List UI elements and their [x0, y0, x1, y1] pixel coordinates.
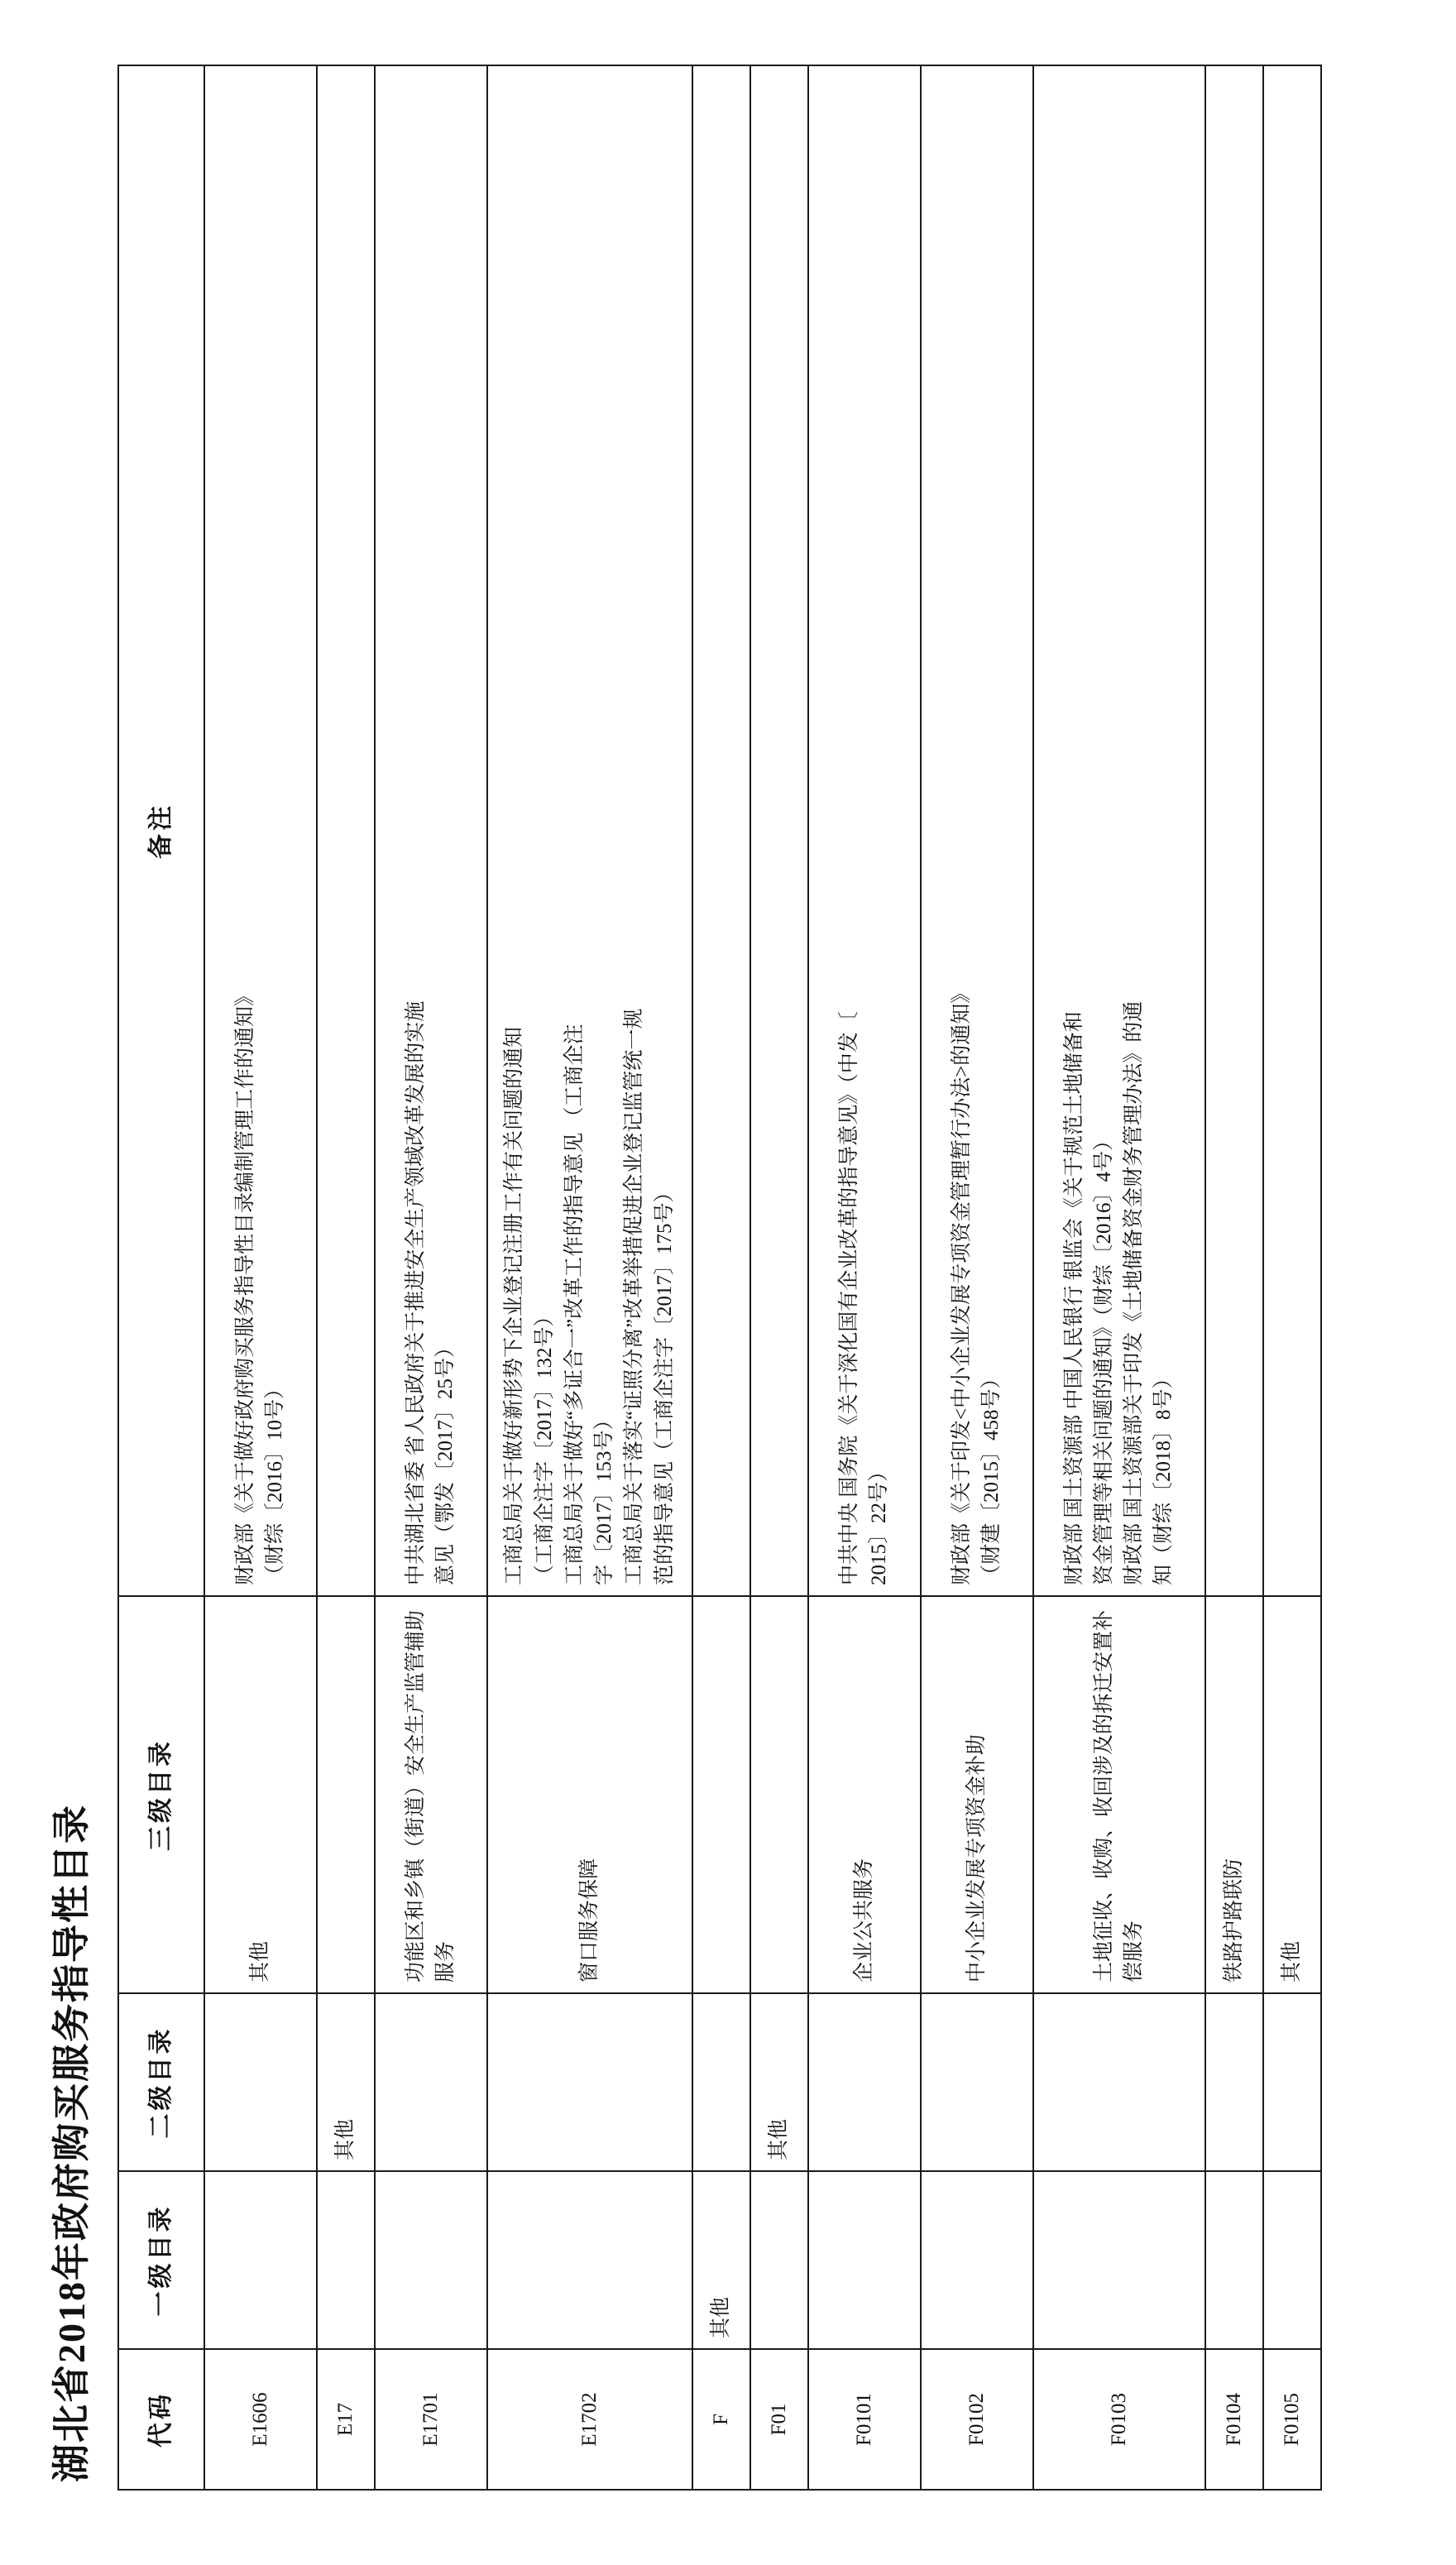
cell-code: F0104 — [1205, 2349, 1263, 2490]
table-row — [1263, 65, 1321, 2490]
cell-level3: 其他 — [1263, 1596, 1321, 1993]
remark-line: （财综〔2016〕10号） — [264, 1378, 286, 1585]
cell-level1 — [921, 2171, 1033, 2349]
cell-level3 — [317, 1596, 375, 1993]
cell-level2 — [375, 1993, 487, 2171]
table-row — [1205, 65, 1263, 2490]
cell-remark — [375, 65, 487, 1596]
remark-line: 财政部《关于印发<中小企业发展专项资金管理暂行办法>的通知》 — [950, 982, 973, 1585]
cell-level3 — [692, 1596, 750, 1993]
cell-level2: 其他 — [317, 1993, 375, 2171]
page-title: 湖北省2018年政府购买服务指导性目录 — [50, 1804, 93, 2482]
cell-level3: 窗口服务保障 — [487, 1596, 692, 1993]
cell-level1 — [317, 2171, 375, 2349]
cell-code: E1606 — [204, 2349, 317, 2490]
remark-line: 2015〕22号） — [868, 1460, 890, 1585]
cell-code: E1702 — [487, 2349, 692, 2490]
table-row — [750, 65, 808, 2490]
table-row — [692, 65, 750, 2490]
cell-level1 — [204, 2171, 317, 2349]
cell-level2 — [1263, 1993, 1321, 2171]
remark-line: 中共湖北省委 省人民政府关于推进安全生产领域改革发展的实施 — [404, 1000, 427, 1585]
remark-line: 字〔2017〕153号） — [593, 1409, 615, 1585]
remark-line: 中共中央 国务院《关于深化国有企业改革的指导意见》（中发〔 — [837, 1011, 860, 1585]
cell-code: F — [692, 2349, 750, 2490]
table-row — [204, 65, 317, 2490]
remark-line: 工商总局关于做好新形势下企业登记注册工作有关问题的通知 — [503, 1026, 526, 1585]
remark-line: 财政部《关于做好政府购买服务指导性目录编制管理工作的通知》 — [233, 985, 256, 1585]
remark-line: 财政部 国土资源部关于印发《土地储备资金财务管理办法》的通 — [1123, 1000, 1145, 1585]
cell-level2 — [1033, 1993, 1205, 2171]
cell-level3: 其他 — [204, 1596, 317, 1993]
cell-remark — [1033, 65, 1205, 1596]
cell-level2 — [808, 1993, 921, 2171]
cell-level1 — [375, 2171, 487, 2349]
cell-code: E1701 — [375, 2349, 487, 2490]
cell-code: F0101 — [808, 2349, 921, 2490]
cell-level3: 铁路护路联防 — [1205, 1596, 1263, 1993]
cell-level1: 其他 — [692, 2171, 750, 2349]
cell-level3: 中小企业发展专项资金补助 — [921, 1596, 1033, 1993]
cell-level1 — [1205, 2171, 1263, 2349]
table-row — [317, 65, 375, 2490]
cell-remark — [750, 65, 808, 1596]
cell-remark — [1205, 65, 1263, 1596]
cell-level1 — [808, 2171, 921, 2349]
remark-line: 工商总局关于落实“证照分离”改革举措促进企业登记监管统一规 — [623, 1008, 646, 1585]
catalog-table-body — [204, 65, 1321, 2490]
cell-level1 — [487, 2171, 692, 2349]
column-header-code: 代码 — [118, 2349, 204, 2490]
column-header-level2: 二级目录 — [118, 1993, 204, 2171]
cell-code: E17 — [317, 2349, 375, 2490]
cell-level2: 其他 — [750, 1993, 808, 2171]
cell-remark — [692, 65, 750, 1596]
cell-level2 — [921, 1993, 1033, 2171]
cell-remark — [1263, 65, 1321, 1596]
column-header-level3: 三级目录 — [118, 1596, 204, 1993]
remark-line: 意见（鄂发〔2017〕25号） — [434, 1336, 457, 1585]
cell-remark — [487, 65, 692, 1596]
cell-level2 — [204, 1993, 317, 2171]
cell-remark — [921, 65, 1033, 1596]
remark-line: 财政部 国土资源部 中国人民银行 银监会《关于规范土地储备和 — [1062, 1011, 1085, 1585]
cell-code: F0102 — [921, 2349, 1033, 2490]
cell-level3 — [750, 1596, 808, 1993]
table-row — [375, 65, 487, 2490]
remark-line: 资金管理等相关问题的通知》（财综〔2016〕4号） — [1092, 1129, 1115, 1585]
column-header-level1: 一级目录 — [118, 2171, 204, 2349]
cell-level2 — [1205, 1993, 1263, 2171]
table-row — [808, 65, 921, 2490]
cell-level3: 企业公共服务 — [808, 1596, 921, 1993]
cell-remark — [317, 65, 375, 1596]
remark-line: （财建〔2015〕458号） — [980, 1368, 1003, 1585]
cell-code: F0105 — [1263, 2349, 1321, 2490]
cell-level1 — [750, 2171, 808, 2349]
remark-line: 工商总局关于做好“多证合一”改革工作的指导意见 （工商企注 — [563, 1024, 586, 1585]
cell-level2 — [692, 1993, 750, 2171]
column-header-remark: 备注 — [118, 65, 204, 1596]
table-row — [1033, 65, 1205, 2490]
remark-line: 知（财综〔2018〕8号） — [1152, 1368, 1176, 1585]
cell-code: F01 — [750, 2349, 808, 2490]
remark-line: （工商企注字〔2017〕132号） — [533, 1306, 556, 1585]
remark-line: 范的指导意见（工商企注字〔2017〕175号） — [653, 1182, 676, 1585]
cell-level1 — [1033, 2171, 1205, 2349]
cell-level3: 土地征收、收购、收回涉及的拆迁安置补偿服务 — [1033, 1596, 1205, 1993]
catalog-table — [117, 65, 1322, 2491]
table-header-row — [118, 65, 204, 2490]
cell-level3: 功能区和乡镇（街道）安全生产监管辅助服务 — [375, 1596, 487, 1993]
cell-remark — [808, 65, 921, 1596]
table-row — [487, 65, 692, 2490]
cell-level1 — [1263, 2171, 1321, 2349]
cell-remark — [204, 65, 317, 1596]
cell-level2 — [487, 1993, 692, 2171]
table-row — [921, 65, 1033, 2490]
cell-code: F0103 — [1033, 2349, 1205, 2490]
